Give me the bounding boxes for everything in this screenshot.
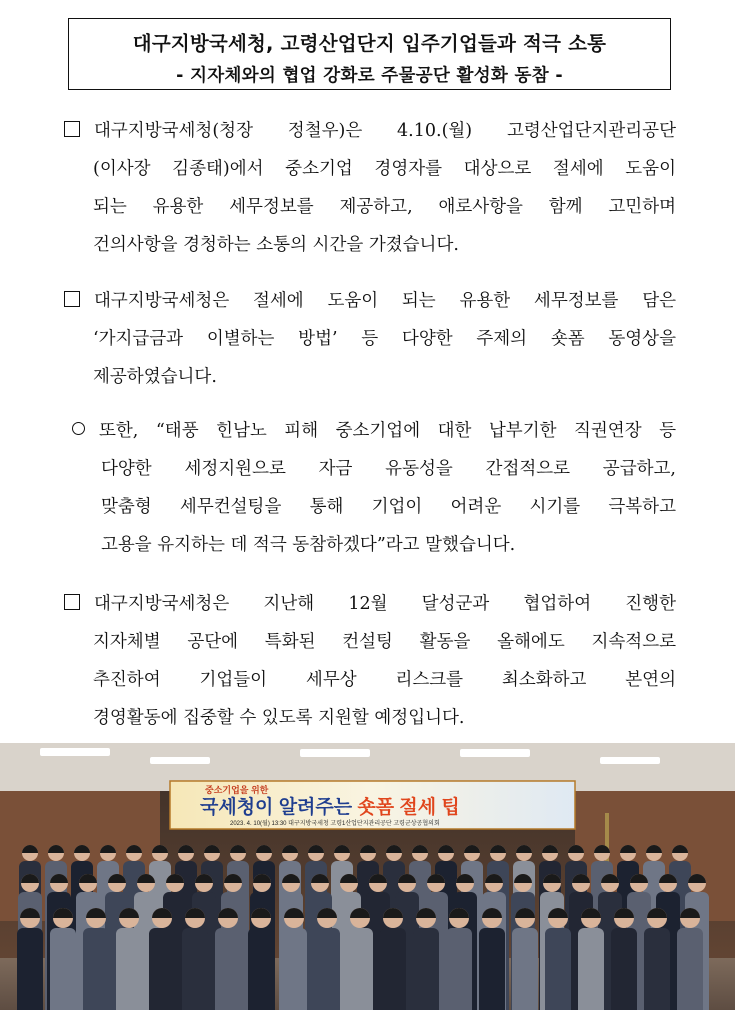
paragraph-line: 고용을 유지하는 데 적극 동참하겠다”라고 말했습니다. — [101, 535, 516, 555]
person-body — [182, 928, 208, 1010]
paragraph-line: 건의사항을 경청하는 소통의 시간을 가졌습니다. — [93, 235, 459, 255]
paragraph-line: ‘가지급금과 이별하는 방법’ 등 다양한 주제의 숏폼 동영상을 — [93, 329, 676, 349]
ceiling-light — [600, 757, 660, 764]
person-body — [149, 928, 175, 1010]
person-body — [83, 928, 109, 1010]
paragraph-line: 또한, “태풍 힌남노 피해 중소기업에 대한 납부기한 직권연장 등 — [72, 412, 676, 450]
square-bullet-icon — [64, 594, 80, 610]
paragraph-2 — [64, 282, 676, 396]
person-body — [347, 928, 373, 1010]
paragraph-line: (이사장 김종태)에서 중소기업 경영자를 대상으로 절세에 도움이 — [93, 159, 676, 179]
paragraph-line: 추진하여 기업들이 세무상 리스크를 최소화하고 본연의 — [93, 670, 676, 690]
paragraph-line: 맞춤형 세무컨설팅을 통해 기업이 어려운 시기를 극복하고 — [101, 497, 676, 517]
paragraph-3 — [72, 412, 676, 564]
event-photo — [0, 743, 735, 1010]
person-body — [314, 928, 340, 1010]
paragraph-4 — [64, 585, 676, 737]
page-title: 대구지방국세청, 고령산업단지 입주기업들과 적극 소통 — [132, 32, 607, 55]
paragraph-line: 경영활동에 집중할 수 있도록 지원할 예정입니다. — [93, 708, 465, 728]
paragraph-1 — [64, 112, 676, 264]
paragraph-line: 대구지방국세청은 절세에 도움이 되는 유용한 세무정보를 담은 — [64, 282, 676, 320]
circle-bullet-icon — [72, 422, 85, 435]
paragraph-line: 다양한 세정지원으로 자금 유동성을 간접적으로 공급하고, — [101, 459, 676, 479]
page-subtitle: - 지자체와의 협업 강화로 주물공단 활성화 동참 - — [176, 66, 563, 86]
paragraph-line: 지자체별 공단에 특화된 컨설팅 활동을 올해에도 지속적으로 — [93, 632, 676, 652]
person-body — [50, 928, 76, 1010]
person-body — [479, 928, 505, 1010]
person-body — [446, 928, 472, 1010]
person-body — [644, 928, 670, 1010]
person-body — [512, 928, 538, 1010]
person-body — [116, 928, 142, 1010]
title-box — [68, 18, 671, 90]
ceiling-light — [40, 748, 110, 756]
person-body — [380, 928, 406, 1010]
person-body — [578, 928, 604, 1010]
person-body — [413, 928, 439, 1010]
banner-top-text: 중소기업을 위한 — [205, 785, 269, 795]
banner-info-text: 2023. 4. 10(월) 13:30 대구지방국세청 고령1산업단지관리공단 고령군상공협의회 — [230, 821, 440, 827]
paragraph-line: 제공하였습니다. — [93, 367, 217, 387]
person-body — [281, 928, 307, 1010]
person-body — [545, 928, 571, 1010]
paragraph-line: 대구지방국세청은 지난해 12월 달성군과 협업하여 진행한 — [64, 585, 676, 623]
ceiling-light — [150, 757, 210, 764]
person-body — [611, 928, 637, 1010]
person-body — [248, 928, 274, 1010]
paragraph-line: 대구지방국세청(청장 정철우)은 4.10.(월) 고령산업단지관리공단 — [64, 112, 676, 150]
banner-main-text: 국세청이 알려주는 숏폼 절세 팁 — [200, 797, 460, 818]
person-body — [677, 928, 703, 1010]
ceiling-light — [300, 749, 370, 757]
person-body — [17, 928, 43, 1010]
person-body — [215, 928, 241, 1010]
ceiling-light — [460, 749, 530, 757]
paragraph-line: 되는 유용한 세무정보를 제공하고, 애로사항을 함께 고민하며 — [93, 197, 676, 217]
square-bullet-icon — [64, 291, 80, 307]
square-bullet-icon — [64, 121, 80, 137]
